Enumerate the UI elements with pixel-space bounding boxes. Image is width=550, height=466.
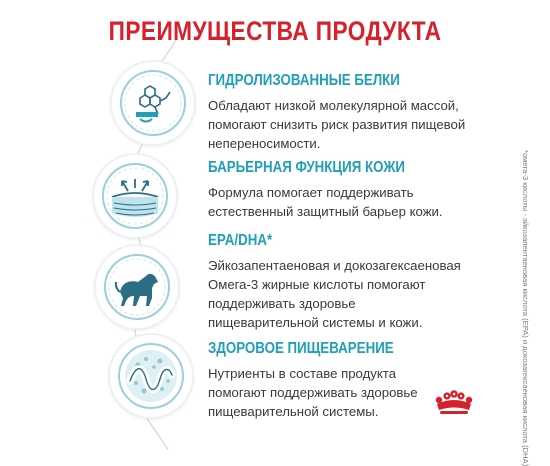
feature-title: ЗДОРОВОЕ ПИЩЕВАРЕНИЕ	[208, 340, 394, 357]
feature-title: БАРЬЕРНАЯ ФУНКЦИЯ КОЖИ	[208, 159, 405, 176]
feature-description	[208, 96, 498, 153]
description-line: Омега-3 жирные кислоты помогают	[208, 277, 426, 292]
feature-description	[208, 256, 498, 332]
royal-canin-crown-icon	[433, 388, 475, 416]
description-line: естественный защитный барьер кожи.	[208, 204, 443, 219]
description-line: Обладают низкой молекулярной массой,	[208, 98, 459, 113]
description-line: Нутриенты в составе продукта	[208, 366, 397, 381]
digestion-icon	[116, 341, 186, 411]
feature-hydrolyzed-protein	[208, 72, 498, 153]
feature-skin-barrier	[208, 159, 498, 221]
page-title: ПРЕИМУЩЕСТВА ПРОДУКТА	[108, 16, 442, 46]
description-line: пищеварительной системы.	[208, 404, 379, 419]
feature-description	[208, 183, 498, 221]
feature-title: EPA/DHA*	[208, 232, 273, 249]
footnote: *омега-3 кислоты - эйкозапентаеновая кислота (EPA) и докозагексаеновая кислота (DHA)	[521, 150, 530, 466]
badge-skin-barrier	[94, 155, 176, 237]
dog-icon	[102, 252, 172, 322]
description-line: помогают поддерживать здоровье	[208, 385, 418, 400]
protein-molecule-icon	[118, 68, 188, 138]
description-line: Эйкозапентаеновая и докозагексаеновая	[208, 258, 461, 273]
feature-title: ГИДРОЛИЗОВАННЫЕ БЕЛКИ	[208, 72, 400, 89]
description-line: Формула помогает поддерживать	[208, 185, 414, 200]
skin-barrier-icon	[100, 161, 170, 231]
feature-epa-dha	[208, 232, 498, 332]
badge-epa-dha	[96, 246, 178, 328]
description-line: непереносимости.	[208, 136, 321, 151]
badge-hydrolyzed-protein	[112, 62, 194, 144]
description-line: поддерживать здоровье	[208, 296, 356, 311]
badge-digestion	[110, 335, 192, 417]
description-line: помогают снизить риск развития пищевой	[208, 117, 466, 132]
description-line: пищеварительной системы и кожи.	[208, 315, 423, 330]
